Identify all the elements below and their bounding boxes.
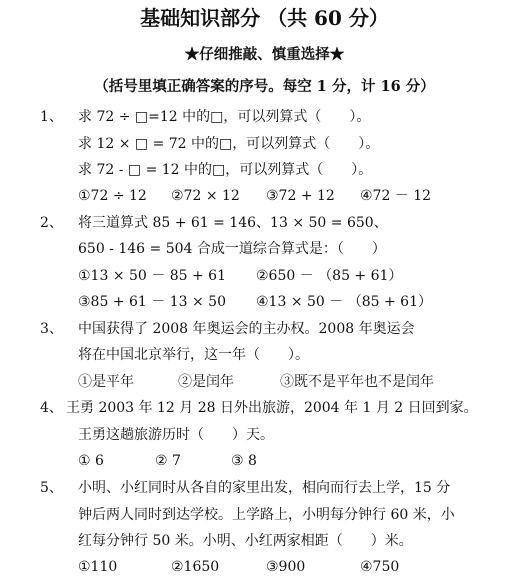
question-3-number: 3、 <box>40 321 63 337</box>
question-5-line-1: 小明、小红同时从各自的家里出发，相向而行去上学，15 分 <box>78 480 451 496</box>
question-4-number: 4、 <box>40 400 63 416</box>
question-1-option-1: ①72 ÷ 12 <box>78 188 147 204</box>
question-3-option-3: ③既不是平年也不是闰年 <box>280 374 434 390</box>
question-1-line-1: 求 72 ÷ □=12 中的□，可以列算式（ ）。 <box>78 109 371 125</box>
question-3-option-1: ①是平年 <box>78 374 134 390</box>
question-3-line-2: 将在中国北京举行，这一年（ ）。 <box>78 347 309 363</box>
question-2-line-1: 将三道算式 85 + 61 = 146、13 × 50 = 650、 <box>78 215 388 231</box>
question-2-line-2: 650 - 146 = 504 合成一道综合算式是：（ ） <box>78 241 386 257</box>
section-subtitle: ★仔细推敲、慎重选择★ <box>184 46 345 63</box>
question-1-line-2: 求 12 × □ = 72 中的□，可以列算式（ ）。 <box>78 136 380 152</box>
question-2-option-4: ④13 × 50 － （85 + 61） <box>256 294 432 310</box>
question-5-option-3: ③900 <box>266 559 306 575</box>
question-5-option-2: ②1650 <box>171 559 220 575</box>
question-4-option-1: ① 6 <box>78 453 104 469</box>
question-2-option-2: ②650 － （85 + 61） <box>256 268 403 284</box>
question-1-option-4: ④72 － 12 <box>360 188 432 204</box>
instruction-text: （括号里填正确答案的序号。每空 1 分，计 16 分） <box>94 78 435 95</box>
question-2-option-3: ③85 + 61 － 13 × 50 <box>78 294 226 310</box>
question-2-option-1: ①13 × 50 － 85 + 61 <box>78 268 226 284</box>
question-4-line-2: 王勇这趟旅游历时（ ）天。 <box>78 427 274 443</box>
question-3-line-1: 中国获得了 2008 年奥运会的主办权。2008 年奥运会 <box>78 321 415 337</box>
question-2-number: 2、 <box>40 215 63 231</box>
question-1-option-3: ③72 + 12 <box>266 188 335 204</box>
question-1-option-2: ②72 × 12 <box>171 188 240 204</box>
question-5-number: 5、 <box>40 480 63 496</box>
question-4-option-3: ③ 8 <box>231 453 257 469</box>
question-1-number: 1、 <box>40 109 63 125</box>
question-1-line-3: 求 72 - □ = 12 中的□，可以列算式（ ）。 <box>78 162 373 178</box>
page-title: 基础知识部分 （共 60 分） <box>140 6 389 30</box>
question-3-option-2: ②是闰年 <box>178 374 234 390</box>
question-4-option-2: ② 7 <box>155 453 181 469</box>
question-5-option-4: ④750 <box>360 559 400 575</box>
question-4-line-1: 王勇 2003 年 12 月 28 日外出旅游，2004 年 1 月 2 日回到家。 <box>66 400 478 416</box>
question-5-option-1: ①110 <box>78 559 118 575</box>
question-5-line-2: 钟后两人同时到达学校。上学路上，小明每分钟行 60 米，小 <box>78 507 455 523</box>
question-5-line-3: 红每分钟行 50 米。小明、小红两家相距（ ）米。 <box>78 533 413 549</box>
